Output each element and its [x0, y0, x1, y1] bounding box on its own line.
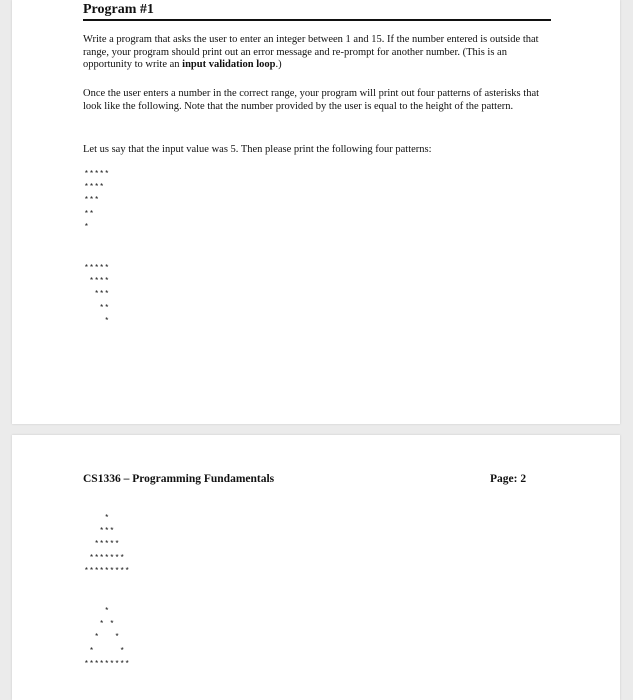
paragraph-text-end: .)	[275, 59, 282, 70]
asterisk-pattern-1: ***** **** *** ** *	[84, 170, 110, 232]
course-title: CS1336 – Programming Fundamentals	[83, 473, 275, 485]
paragraph-text: Write a program that asks the user to enter an integer between 1 and 15. If the number entered is outside that range, your program should print out an error message and re-prompt for another number. (This is an opportunity to write an	[83, 34, 539, 70]
page-number: Page: 2	[490, 473, 527, 485]
asterisk-pattern-3: * *** ***** ******* *********	[84, 514, 130, 576]
instructions-paragraph-1	[83, 34, 553, 72]
bold-term: input validation loop	[182, 59, 276, 70]
document-page-1	[12, 0, 620, 424]
asterisk-pattern-2: ***** **** *** ** *	[84, 264, 110, 326]
instructions-paragraph-2: Once the user enters a number in the correct range, your program will print out four patterns of asterisks that look like the following. Note that the number provided by the user is equal to the height of the pattern.	[83, 88, 540, 112]
document-page-2	[12, 435, 620, 700]
program-heading: Program #1	[83, 1, 551, 21]
instructions-paragraph-3: Let us say that the input value was 5. Then please print the following four patterns:	[83, 144, 432, 155]
asterisk-pattern-4: * * * * * * * *********	[84, 607, 130, 669]
